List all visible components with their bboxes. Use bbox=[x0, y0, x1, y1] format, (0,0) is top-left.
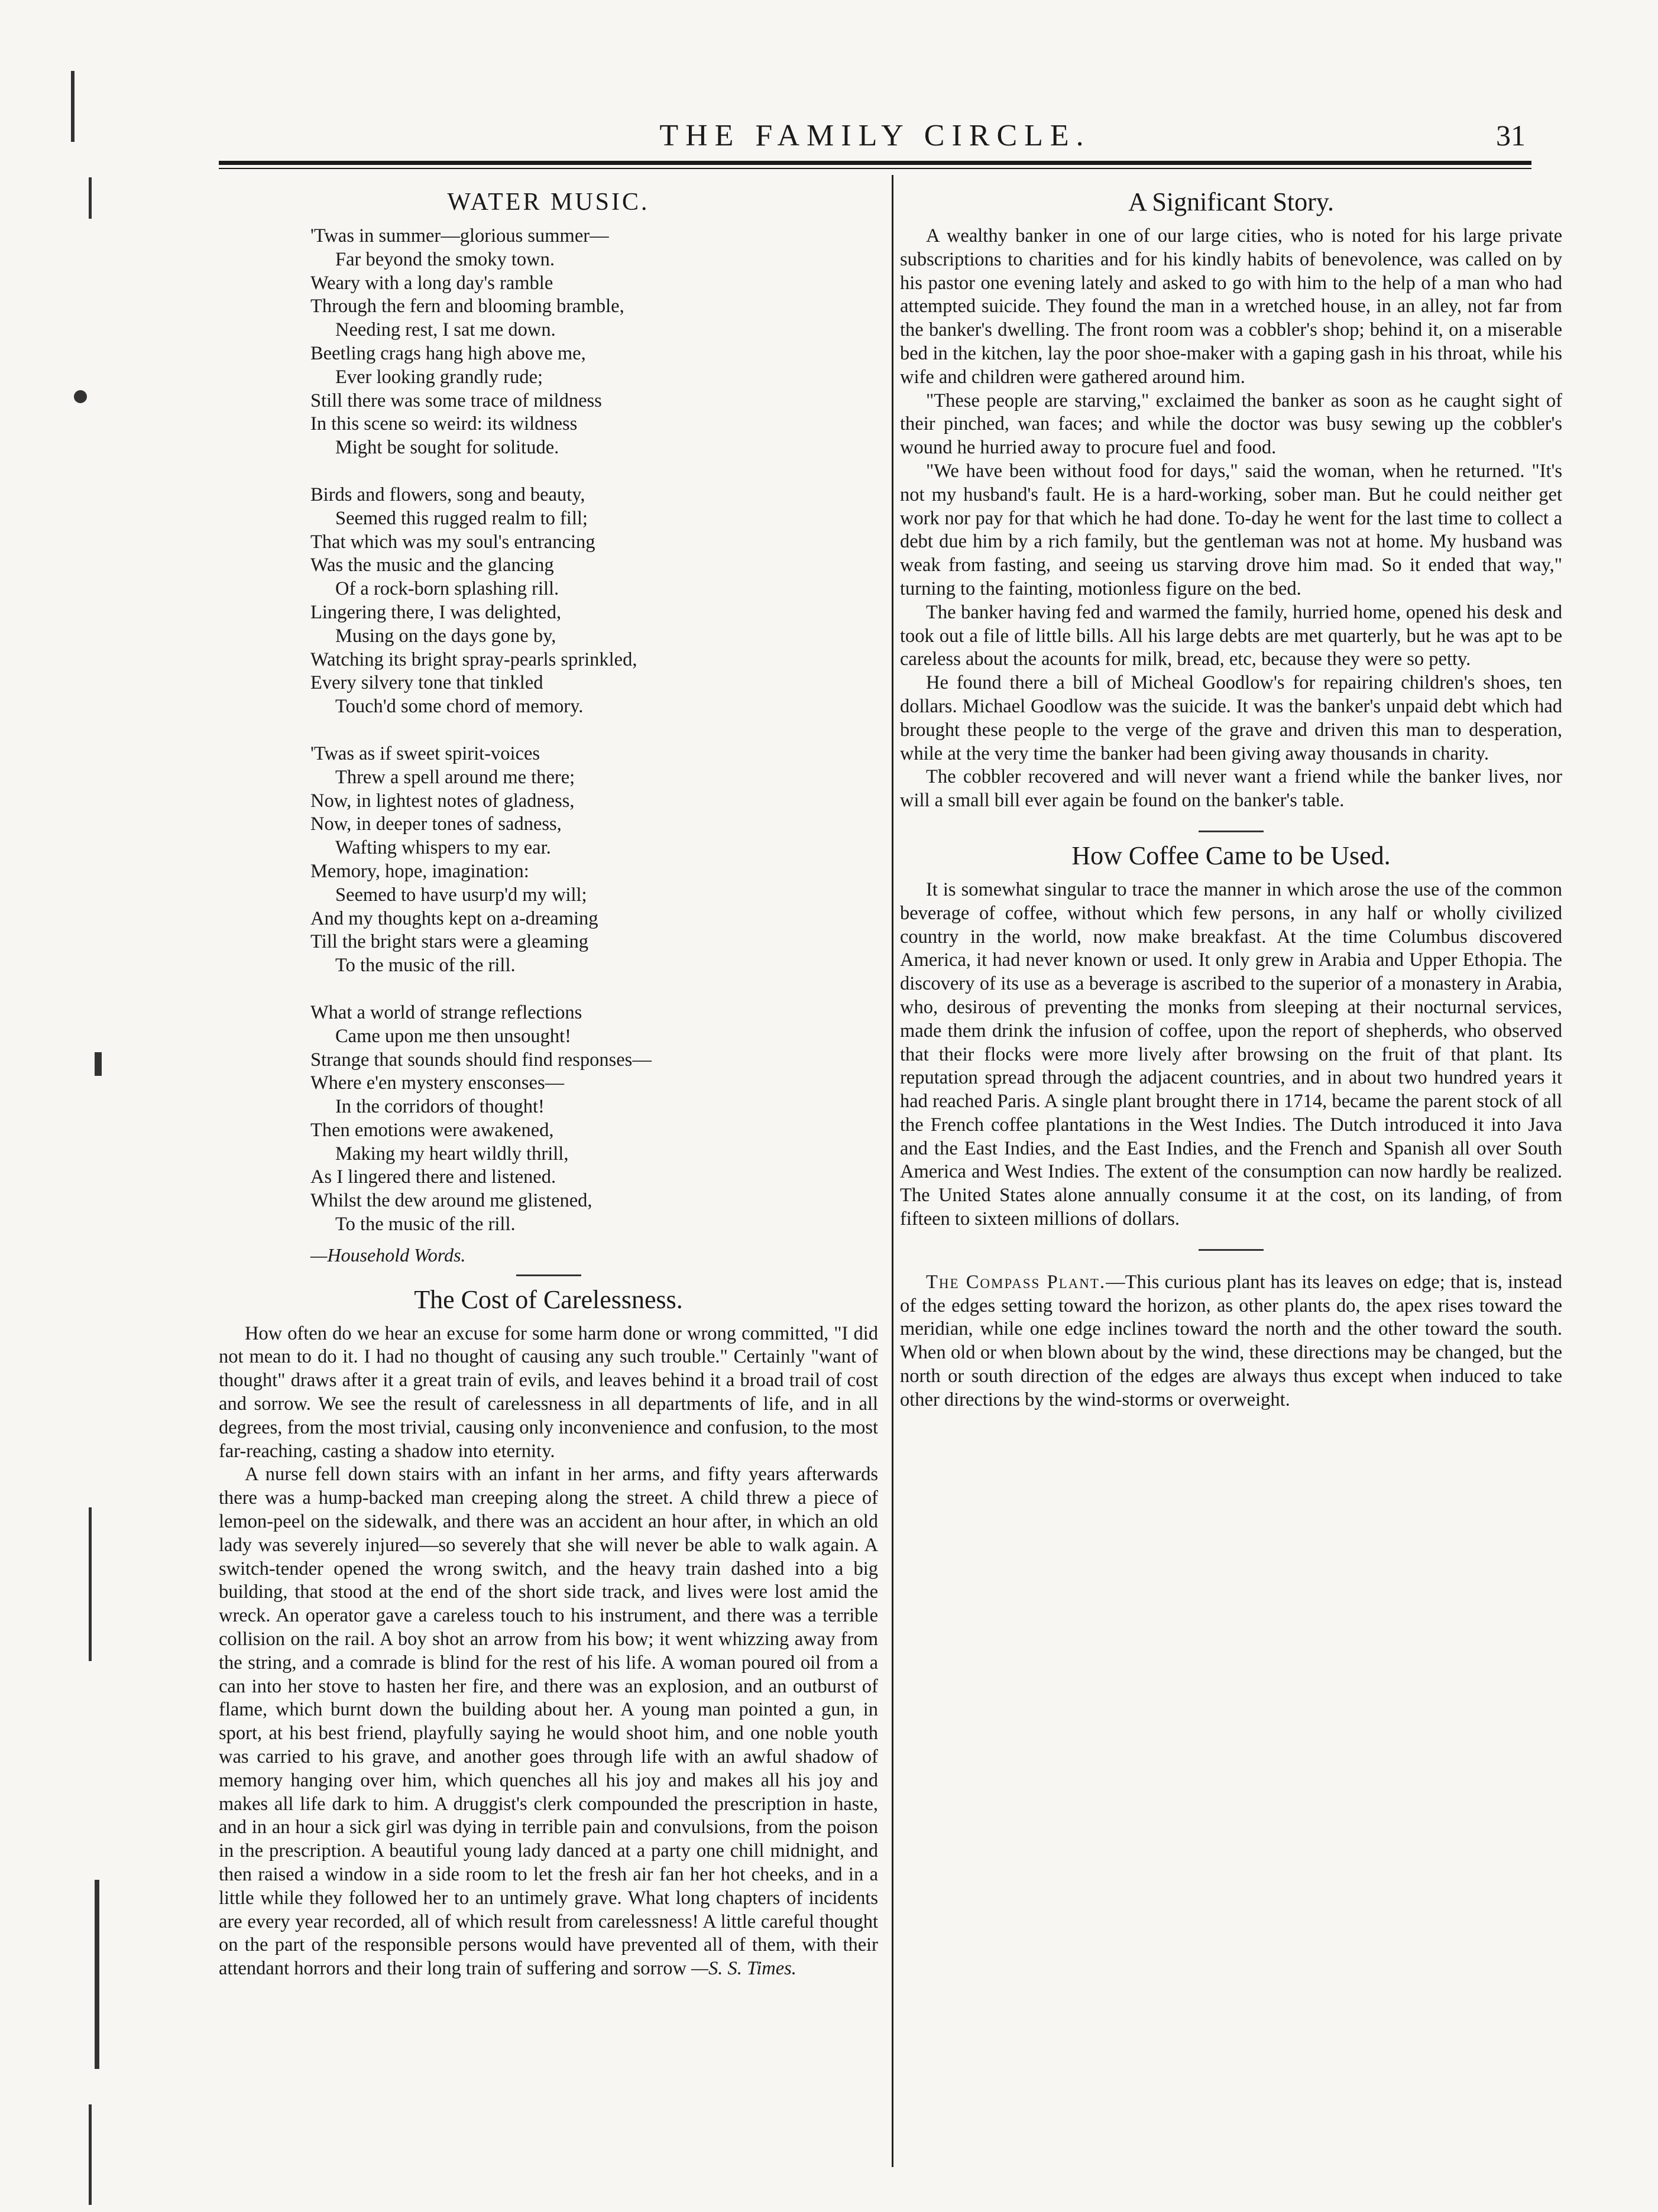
article-paragraph bbox=[219, 1463, 878, 1981]
poem-stanza bbox=[310, 225, 878, 460]
poem-stanza bbox=[310, 484, 878, 719]
poem-line: 'Twas in summer—glorious summer— bbox=[310, 225, 609, 247]
poem-line: Where e'en mystery ensconses— bbox=[310, 1072, 565, 1094]
poem-line: In the corridors of thought! bbox=[335, 1096, 545, 1118]
poem-stanza bbox=[310, 742, 878, 978]
poem-line: Watching its bright spray-pearls sprinkled, bbox=[310, 648, 637, 670]
poem-line: Of a rock-born splashing rill. bbox=[335, 578, 559, 600]
right-column bbox=[900, 179, 1562, 1412]
poem-line: And my thoughts kept on a-dreaming bbox=[310, 907, 598, 929]
poem-line: Now, in deeper tones of sadness, bbox=[310, 813, 562, 835]
header-rule-thin bbox=[219, 168, 1531, 169]
poem-stanza bbox=[310, 1001, 878, 1237]
poem-line: Was the music and the glancing bbox=[310, 554, 554, 576]
poem-line: Weary with a long day's ramble bbox=[310, 272, 553, 294]
poem-line: Memory, hope, imagination: bbox=[310, 860, 529, 882]
poem-line: Strange that sounds should find responses— bbox=[310, 1049, 652, 1071]
section-rule bbox=[516, 1274, 581, 1276]
poem-line: Birds and flowers, song and beauty, bbox=[310, 484, 585, 505]
compass-plant-text: —This curious plant has its leaves on edge; that is, instead of the edges setting toward the horizon, as other plants do, the apex rises toward the meridian, while one edge inclines toward the north and the other toward the south. When old or when blown about by the wind, these directions may be changed, but the north or south direction of the edges are always thus except when induced to take other directions by the wind-storms or overweight. bbox=[900, 1271, 1562, 1410]
article-paragraph: "These people are starving," exclaimed the banker as soon as he caught sight of their pinched, wan faces; and while the doctor was busy sewing up the cobbler's wound he hurried away to procure fuel and food. bbox=[900, 390, 1562, 459]
article-source: —S. S. Times. bbox=[691, 1958, 796, 1980]
article-paragraph: The banker having fed and warmed the family, hurried home, opened his desk and took out a file of little bills. All his large debts are met quarterly, but he was apt to be careless about the acounts for milk, bread, etc, because they were so petty. bbox=[900, 601, 1562, 670]
page-header bbox=[219, 112, 1531, 160]
article-title-carelessness: The Cost of Carelessness. bbox=[414, 1285, 683, 1314]
poem-attribution: —Household Words. bbox=[310, 1244, 466, 1266]
poem-title: WATER MUSIC. bbox=[447, 189, 650, 216]
poem-line: Far beyond the smoky town. bbox=[335, 248, 555, 270]
article-paragraph: How often do we hear an excuse for some harm done or wrong committed, "I did not mean to do it. I had no thought of causing any such trouble." Certainly "want of thought" draws after it a great train of evils, and leaves behind it a broad trail of cost and sorrow. We see the result of carelessness in all departments of life, and in all degrees, from the most trivial, causing only inconvenience and confusion, to the most far-reaching, casting a shadow into eternity. bbox=[219, 1322, 878, 1462]
left-column bbox=[219, 179, 878, 1981]
article-title-coffee: How Coffee Came to be Used. bbox=[1071, 841, 1391, 870]
poem-line: Musing on the days gone by, bbox=[335, 625, 556, 647]
article-paragraph: "We have been without food for days," said the woman, when he returned. "It's not my husband's fault. He is a hard-working, sober man. But he could neither get work nor pay for that which he had done. To-day he went for the last time to collect a debt due him by a rich family, but the gentleman was not at home. My husband was weak from fasting, and seeing us starving drove him mad. So it ended that way," turning to the fainting, motionless figure on the bed. bbox=[900, 460, 1562, 599]
section-rule bbox=[1199, 1249, 1264, 1251]
poem-line: Then emotions were awakened, bbox=[310, 1119, 554, 1141]
article-paragraph: He found there a bill of Micheal Goodlow's for repairing children's shoes, ten dollars. Michael Goodlow was the suicide. It was the banker's unpaid debt which had brought these people to the verge of the grave and driven this man to desperation, while at the very time the banker had been giving away thousands in charity. bbox=[900, 672, 1562, 764]
compass-plant-paragraph bbox=[900, 1271, 1562, 1412]
poem-line: Still there was some trace of mildness bbox=[310, 390, 602, 411]
poem-line: Lingering there, I was delighted, bbox=[310, 601, 562, 623]
article-paragraph: A wealthy banker in one of our large cities, who is noted for his large private subscriptions to charities and for his kindly habits of benevolence, was called on by his pastor one evening lately and asked to go with him to the help of a man who had attempted suicide. They found the man in a wretched house, in an alley, not far from the banker's dwelling. The front room was a cobbler's shop; behind it, on a miserable bed in the kitchen, lay the poor shoe-maker with a gaping gash in his throat, while his wife and children were gathered around him. bbox=[900, 225, 1562, 388]
publication-title: THE FAMILY CIRCLE. bbox=[659, 119, 1091, 153]
poem-line: Every silvery tone that tinkled bbox=[310, 672, 543, 694]
poem-line: In this scene so weird: its wildness bbox=[310, 413, 578, 435]
poem-line: 'Twas as if sweet spirit-voices bbox=[310, 742, 540, 764]
poem-line: Seemed to have usurp'd my will; bbox=[335, 884, 587, 906]
poem-line: As I lingered there and listened. bbox=[310, 1166, 556, 1188]
poem-line: Threw a spell around me there; bbox=[335, 766, 575, 788]
poem-line: To the music of the rill. bbox=[335, 955, 516, 977]
article-paragraph: The cobbler recovered and will never want a friend while the banker lives, nor will a small bill ever again be found on the banker's table. bbox=[900, 766, 1562, 812]
article-paragraph: It is somewhat singular to trace the manner in which arose the use of the common beverage of coffee, without which few persons, in any half or wholly civilized country in the world, now make breakfast. At the time Columbus discovered America, it had never known or used. It only grew in Arabia and Upper Ethopia. The discovery of its use as a beverage is ascribed to the superior of a monastery in Arabia, who, desirous of preventing the monks from sleeping at their nocturnal services, made them drink the infusion of coffee, upon the report of shepherds, who observed that their flocks were more lively after browsing on the fruit of that plant. Its reputation spread through the adjacent countries, and in about two hundred years it had reached Paris. A single plant brought there in 1714, became the parent stock of all the French coffee plantations in the West Indies. The Dutch introduced it into Java and the East Indies, and the East Indies, and the French and Spanish all over South America and West Indies. The extent of the consumption can now hardly be realized. The United States alone annually consume it at the cost, on its landing, of from fifteen to sixteen millions of dollars. bbox=[900, 878, 1562, 1230]
poem-line: Seemed this rugged realm to fill; bbox=[335, 507, 588, 529]
poem-line: Till the bright stars were a gleaming bbox=[310, 931, 588, 953]
poem-line: Might be sought for solitude. bbox=[335, 437, 559, 459]
poem-line: Whilst the dew around me glistened, bbox=[310, 1190, 592, 1212]
poem-line: Ever looking grandly rude; bbox=[335, 366, 543, 388]
section-rule bbox=[1199, 831, 1264, 832]
poem-line: Came upon me then unsought! bbox=[335, 1025, 571, 1047]
page-number: 31 bbox=[1496, 119, 1526, 152]
poem-line: Needing rest, I sat me down. bbox=[335, 319, 556, 341]
header-rule bbox=[219, 161, 1531, 165]
column-divider bbox=[892, 175, 893, 2167]
poem-line: That which was my soul's entrancing bbox=[310, 531, 595, 553]
compass-plant-heading: The Compass Plant. bbox=[926, 1271, 1106, 1293]
poem-line: Touch'd some chord of memory. bbox=[335, 696, 584, 718]
poem-line: Through the fern and blooming bramble, bbox=[310, 296, 624, 317]
poem-line: Wafting whispers to my ear. bbox=[335, 837, 551, 859]
margin-scan-marks bbox=[0, 0, 177, 2212]
poem-line: What a world of strange reflections bbox=[310, 1001, 582, 1023]
poem-line: Now, in lightest notes of gladness, bbox=[310, 790, 575, 812]
poem bbox=[310, 225, 878, 1267]
poem-line: Making my heart wildly thrill, bbox=[335, 1143, 569, 1165]
poem-line: To the music of the rill. bbox=[335, 1214, 516, 1235]
article-title-significant-story: A Significant Story. bbox=[1128, 187, 1334, 216]
article-paragraph-text: A nurse fell down stairs with an infant in her arms, and fifty years afterwards there was a hump-backed man creeping along the street. A child threw a piece of lemon-peel on the sidewalk, and there was an accident an hour after, in which an old lady was severely injured—so severely that she will never be able to walk again. A switch-tender opened the wrong switch, and the heavy train dashed into a big building, that stood at the end of the short side track, and lives were lost amid the wreck. An operator gave a careless touch to his instrument, and there was a terrible collision on the rail. A boy shot an arrow from his bow; it went whizzing away from the string, and a comrade is blind for the rest of his life. A woman poured oil from a can into her stove to hasten her fire, and there was an explosion, and an outburst of flame, which burnt down the building about her. A young man pointed a gun, in sport, at his best friend, playfully saying he would shoot him, and one noble youth was carried to his grave, and another goes through life with an awful shadow of memory hanging over him, which quenches all his joy and makes all his joy and makes all life dark to him. A druggist's clerk compounded the prescription in haste, and in an hour a sick girl was dying in terrible pain and convulsions, from the poison in the prescription. A beautiful young lady danced at a party one chill midnight, and then raised a window in a side room to let the fresh air fan her hot cheeks, and in a little while they followed her to an untimely grave. What long chapters of incidents are every year recorded, all of which result from carelessness! A little careful thought on the part of the responsible persons would have prevented all of them, with their attendant horrors and their long train of suffering and sorrow bbox=[219, 1464, 878, 1980]
poem-line: Beetling crags hang high above me, bbox=[310, 342, 586, 364]
